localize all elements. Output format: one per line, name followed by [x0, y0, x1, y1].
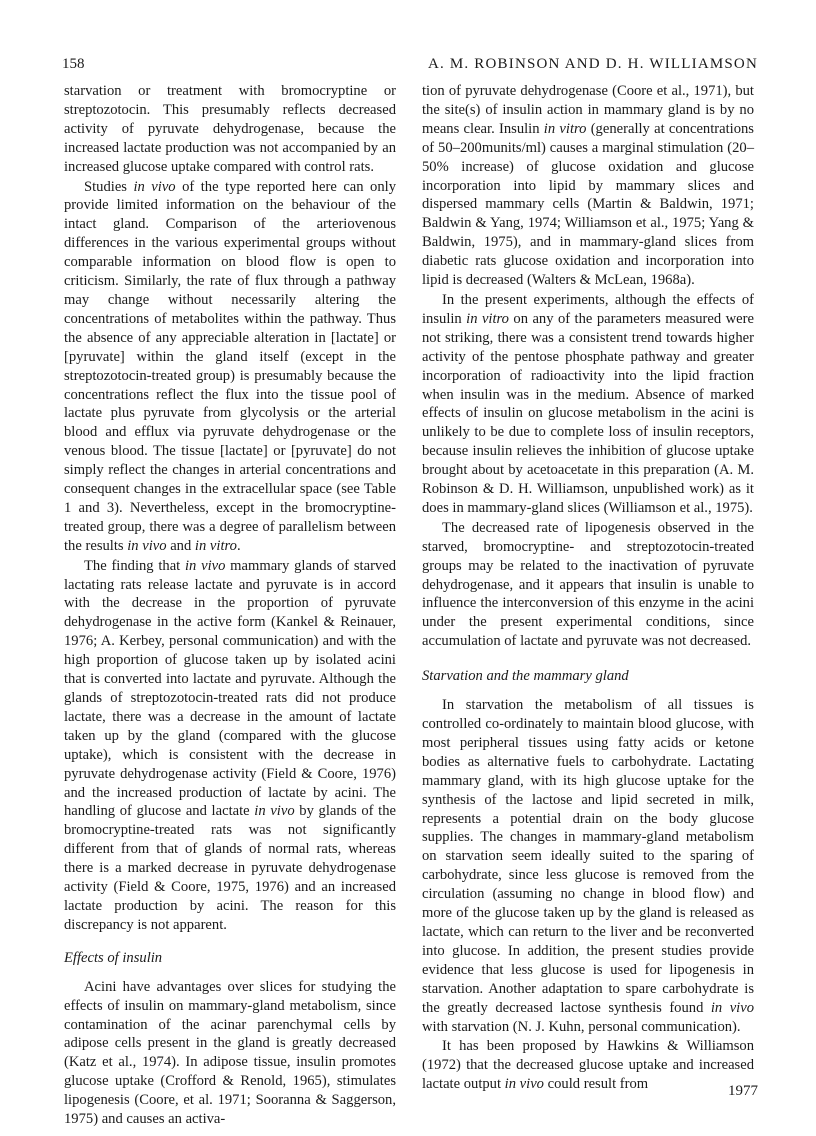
section-heading: Starvation and the mammary gland — [422, 668, 629, 685]
running-head: A. M. ROBINSON AND D. H. WILLIAMSON — [427, 56, 758, 72]
left-column — [64, 82, 396, 1129]
paragraph: In the present experiments, although the effects of insulin in vitro on any of the parameters measured were not striking, there was a consistent trend towards higher activity of the pentose phosphate pathway and greater incorporation of radioactivity into the lipid fraction when insulin was in the medium. Absence of marked effects of insulin on glucose metabolism in the acini is unlikely to be due to complete loss of insulin receptors, because insulin relieves the inhibition of glucose uptake brought about by acetoacetate in this preparation (A. M. Robinson & D. H. Williamson, unpublished work) as it does in mammary-gland slices (Williamson et al., 1975). — [422, 291, 754, 516]
paragraph: starvation or treatment with bromocryptine or streptozotocin. This presumably reflects decreased activity of pyruvate dehydrogenase, because the increased lactate production was not accompanied by an increased glucose uptake compared with control rats. — [64, 83, 396, 175]
paragraph: The decreased rate of lipogenesis observed in the starved, bromocryptine- and streptozotocin-treated groups may be related to the inactivation of pyruvate dehydrogenase, and it appears that insulin is unable to influence the interconversion of this enzyme in the acini under the present experimental conditions, since accumulation of lactate and pyruvate was not decreased. — [422, 519, 754, 650]
volume-year: 1977 — [728, 1083, 758, 1099]
paragraph: The finding that in vivo mammary glands of starved lactating rats release lactate and pyruvate is in accord with the decrease in the proportion of pyruvate dehydrogenase in the active form (Kankel & Reinauer, 1976; A. Kerbey, personal communication) and with the high proportion of glucose taken up by isolated acini that is converted into lactate and pyruvate. Although the glands of streptozotocin-treated rats did not produce lactate, there was a decrease in the amount of lactate taken up by the gland (compared with the glucose uptake), which is consistent with the decrease in pyruvate dehydrogenase activity (Field & Coore, 1976) and the increased production of lactate by acini. The handling of glucose and lactate in vivo by glands of the bromocryptine-treated rats was not significantly different from that of glands of normal rats, whereas there is a marked decrease in pyruvate dehydrogenase activity (Field & Coore, 1975, 1976) and an increased lactate production by acini. The reason for this discrepancy is not apparent. — [64, 557, 396, 933]
paragraph: It has been proposed by Hawkins & Williamson (1972) that the decreased glucose uptake and increased lactate output in vivo could result from — [422, 1038, 754, 1093]
paragraph: Studies in vivo of the type reported here can only provide limited information on the behaviour of the intact gland. Comparison of the arteriovenous differences in the various experimental groups without comparable information on blood flow is open to criticism. Similarly, the rate of flux through a pathway may change without necessarily altering the concentrations of metabolites within the pathway. Thus the absence of any appreciable alteration in [lactate] or [pyruvate] within the gland itself (except in the streptozotocin-treated group) is presumably because the concentrations reflect the flux into the tissue pool of lactate plus pyruvate from glycolysis or the arterial blood and efflux via pyruvate dehydrogenase or the venous blood. The tissue [lactate] or [pyruvate] do not simply reflect the changes in arterial concentrations and consequent changes in the extracellular space (see Table 1 and 3). Nevertheless, except in the bromocryptine-treated group, there was a degree of parallelism between the results in vivo and in vitro. — [64, 178, 396, 554]
paragraph: In starvation the metabolism of all tissues is controlled co-ordinately to maintain blood glucose, with most peripheral tissues using fatty acids or ketone bodies as alternative fuels to carbohydrate. Lactating mammary gland, with its high glucose uptake for the synthesis of the lactose and lipid secreted in milk, represents a potential drain on the body glucose supplies. The changes in mammary-gland metabolism on starvation seem ideally suited to the sparing of carbohydrate, since less glucose is removed from the circulation (assuming no change in blood flow) and more of the glucose taken up by the gland is released as lactate, which can return to the liver and be reconverted into glucose. In addition, the present studies provide evidence that less glucose is used for lipogenesis in starvation. Another adaptation to spare carbohydrate is the greatly decreased lactose synthesis found in vivo with starvation (N. J. Kuhn, personal communication). — [422, 697, 755, 1035]
paragraph: tion of pyruvate dehydrogenase (Coore et al., 1971), but the site(s) of insulin action in mammary gland is by no means clear. Insulin in vitro (generally at concentrations of 50–200munits/ml) causes a marginal stimulation (20–50% increase) of glucose oxidation and glucose incorporation into lipid by mammary slices and dispersed mammary cells (Martin & Baldwin, 1971; Baldwin & Yang, 1974; Williamson et al., 1975; Yang & Baldwin, 1975), and in mammary-gland slices from diabetic rats glucose oxidation and incorporation into lipid is decreased (Walters & McLean, 1968a). — [422, 83, 754, 289]
paragraph: Acini have advantages over slices for studying the effects of insulin on mammary-gland metabolism, since contamination of the acinar parenchymal cells by adipose cells present in the gland is greatly decreased (Katz et al., 1974). In adipose tissue, insulin promotes glucose uptake (Crofford & Renold, 1965), stimulates lipogenesis (Coore, et al. 1971; Sooranna & Saggerson, 1975) and causes an activa- — [64, 978, 396, 1128]
page-number: 158 — [62, 56, 85, 72]
section-heading: Effects of insulin — [64, 949, 163, 966]
right-column — [422, 82, 754, 1094]
page-header — [62, 56, 758, 78]
